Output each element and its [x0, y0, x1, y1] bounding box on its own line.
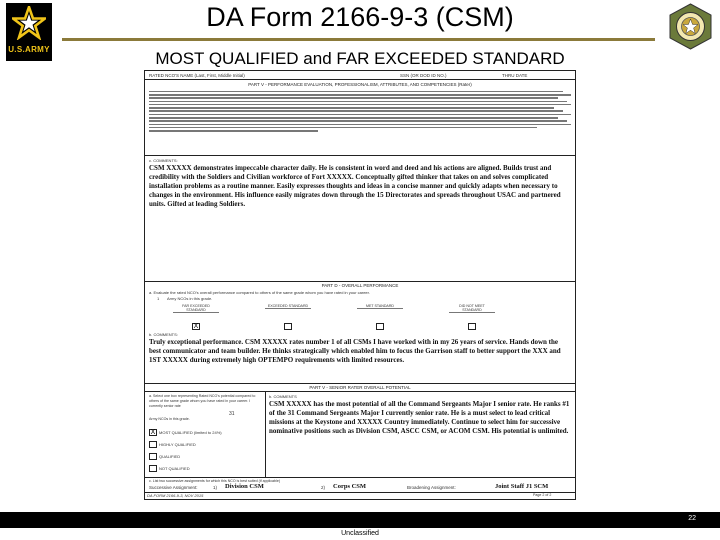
- successive-assignment-2: Corps CSM: [333, 483, 367, 490]
- successive-1-num: 1): [213, 485, 218, 490]
- divider: [145, 383, 575, 384]
- rated-nco-name-label: RATED NCO'S NAME (Last, First, Middle Initial): [149, 73, 245, 78]
- rater-comments-text: CSM XXXXX demonstrates impeccable character daily. He is consistent in word and deed and his actions are aligned. Builds trust and credibility with the Soldiers and Civilian workforce of Fort XXXXX. Conceptually gifted thinker that takes on and solves complicated installation problems as a routine manner. Easily expresses thoughts and ideas in a concise manner and quickly adapts when necessary to changes in the environment. His influence easily migrates down through the 15 Directorates and spreads throughout USAC and partnered units. Gifted at leading Soldiers.: [149, 164, 561, 208]
- divider: [145, 155, 575, 156]
- successive-prefix: Successive Assignment:: [149, 485, 198, 490]
- option-exceeded: EXCEEDED STANDARD: [265, 304, 311, 309]
- comment-c-label: b. COMMENTS: [269, 394, 297, 399]
- met-checkbox[interactable]: [376, 323, 384, 330]
- senior-rater-comments-text: CSM XXXXX has the most potential of all the Command Sergeants Major I senior rate. He ranks #1 of the 31 Command Sergeants Major I currently senior rate. He is a must select to lead critical missions at the Keystone and XXXXX Country immediately. Continue to select him for successive nominative positions such as Division CSM, ASCC CSM, or ACOM CSM. His potential is unlimited.: [269, 400, 570, 435]
- part5-title: PART V - PERFORMANCE EVALUATION, PROFESSIONALISM, ATTRIBUTES, AND COMPETENCIES (Rater): [248, 82, 472, 87]
- classification-marking: Unclassified: [341, 530, 379, 537]
- evaluation-form: [144, 70, 576, 500]
- senior-rater-title: PART V - SENIOR RATER OVERALL POTENTIAL: [309, 385, 411, 390]
- page-of: Page 2 of 2: [533, 493, 552, 497]
- option-met: MET STANDARD: [357, 304, 403, 309]
- senior-rater-count: 31: [229, 411, 235, 417]
- far-exceeded-checkbox[interactable]: X: [193, 323, 199, 330]
- divider: [145, 281, 575, 282]
- option-far-exceeded: FAR EXCEEDED STANDARD: [173, 304, 219, 313]
- form-id: DA FORM 2166-9-3, NOV 2015: [147, 493, 204, 498]
- successive-assignments-label: c. List two successive assignments for which this NCO is best suited (if applicable): [149, 479, 281, 483]
- broadening-label: Broadening Assignment:: [407, 485, 456, 490]
- option-not-met: DID NOT MEET STANDARD: [449, 304, 495, 313]
- broadening-assignment: Joint Staff J1 SCM: [495, 483, 549, 490]
- slide-title: DA Form 2166-9-3 (CSM): [206, 2, 514, 32]
- thru-date-label: THRU DATE: [502, 73, 528, 78]
- overall-count-label: Army NCOs in this grade.: [167, 296, 213, 301]
- divider: [145, 391, 575, 392]
- comment-b-label: b. COMMENTS:: [149, 332, 178, 337]
- senior-rater-prompt: a. Select one box representing Rated NCO's potential compared to others of the same grade whom you have rated in your career. I currently senior rate: [149, 394, 256, 408]
- page-number: 22: [688, 515, 696, 522]
- successive-assignment-1: Division CSM: [225, 483, 264, 490]
- successive-2-num: 2): [321, 485, 326, 490]
- form-header-row: [145, 71, 575, 80]
- overall-prompt: a. Evaluate the rated NCO's overall performance compared to others of the same grade whom you have rated in your career.: [149, 290, 370, 295]
- logo-text: U.S.ARMY: [8, 45, 50, 54]
- slide-subtitle: MOST QUALIFIED and FAR EXCEEDED STANDARD: [155, 49, 565, 68]
- rating-qualified: QUALIFIED: [159, 454, 181, 459]
- most-qualified-checkbox[interactable]: X: [150, 429, 156, 436]
- rating-highly-qualified: HIGHLY QUALIFIED: [159, 442, 196, 447]
- highly-qualified-checkbox[interactable]: [149, 441, 157, 448]
- comment-a-label: c. COMMENTS:: [149, 158, 178, 163]
- command-seal-icon: [667, 3, 714, 50]
- divider: [145, 492, 575, 493]
- divider: [145, 477, 575, 478]
- not-met-checkbox[interactable]: [468, 323, 476, 330]
- part5-instructions: [149, 89, 571, 151]
- rating-most-qualified: MOST QUALIFIED (limited to 24%): [159, 430, 222, 435]
- footer-bar: [0, 512, 720, 528]
- senior-rater-count-label: Army NCOs in this grade.: [149, 417, 190, 421]
- overall-performance-title: PART D - OVERALL PERFORMANCE: [321, 283, 399, 288]
- exceeded-checkbox[interactable]: [284, 323, 292, 330]
- not-qualified-checkbox[interactable]: [149, 465, 157, 472]
- title-divider: [62, 38, 655, 41]
- divider: [265, 391, 266, 477]
- rating-not-qualified: NOT QUALIFIED: [159, 466, 190, 471]
- overall-count: 1: [157, 296, 160, 301]
- overall-comments-text: Truly exceptional performance. CSM XXXXX rates number 1 of all CSMs I have worked with in my 26 years of service. Hands down the best communicator and team builder. He thinks strategically which enabled him to focus the Garrison staff to better support the XXX and 1ST XXXXX during extremely high OPTEMPO requirements with limited resources.: [149, 338, 561, 364]
- qualified-checkbox[interactable]: [149, 453, 157, 460]
- ssn-label: SSN (OR DOD ID NO.): [400, 73, 447, 78]
